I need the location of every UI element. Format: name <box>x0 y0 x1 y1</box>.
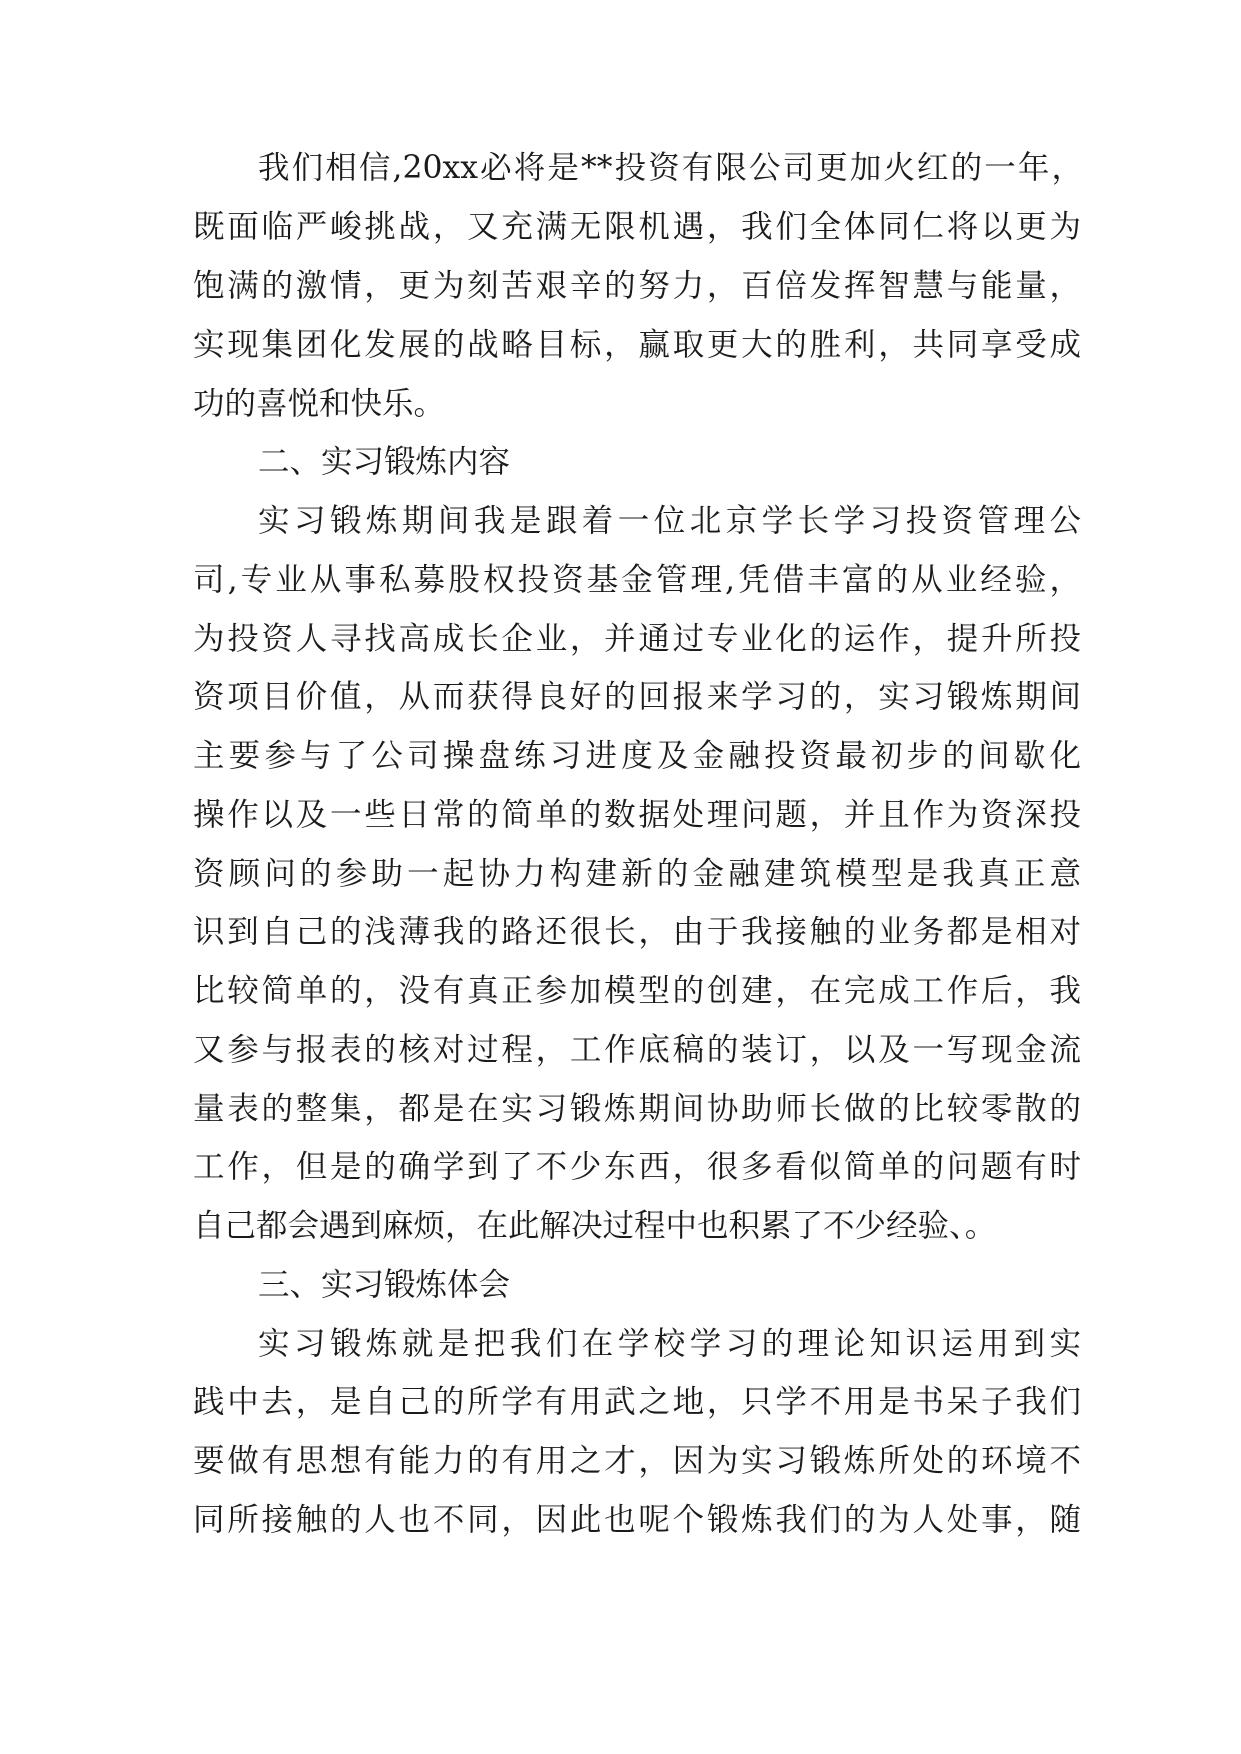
text-line: 实习锻炼就是把我们在学校学习的理论知识运用到实 <box>258 1326 1081 1362</box>
text-line: 司,专业从事私募股权投资基金管理,凭借丰富的从业经验， <box>193 562 1081 598</box>
text-line: 要做有思想有能力的有用之才，因为实习锻炼所处的环境不 <box>193 1443 1081 1479</box>
text-line: 比较简单的，没有真正参加模型的创建，在完成工作后，我 <box>193 973 1081 1009</box>
text-line: 践中去，是自己的所学有用武之地，只学不用是书呆子我们 <box>193 1384 1081 1420</box>
text-line: 工作，但是的确学到了不少东西，很多看似简单的问题有时 <box>193 1149 1081 1185</box>
text-line: 又参与报表的核对过程，工作底稿的装订，以及一写现金流 <box>193 1032 1081 1068</box>
text-line: 操作以及一些日常的简单的数据处理问题，并且作为资深投 <box>193 797 1081 833</box>
text-line: 实现集团化发展的战略目标，赢取更大的胜利，共同享受成 <box>193 327 1081 363</box>
text-line: 自己都会遇到麻烦，在此解决过程中也积累了不少经验、。 <box>193 1208 997 1244</box>
text-line: 主要参与了公司操盘练习进度及金融投资最初步的间歇化 <box>193 738 1081 774</box>
text-line: 饱满的激情，更为刻苦艰辛的努力，百倍发挥智慧与能量， <box>193 268 1081 304</box>
text-line: 为投资人寻找高成长企业，并通过专业化的运作，提升所投 <box>193 621 1081 657</box>
text-line: 功的喜悦和快乐。 <box>193 386 446 422</box>
text-line: 资顾问的参助一起协力构建新的金融建筑模型是我真正意 <box>193 856 1081 892</box>
text-line: 我们相信,20xx必将是**投资有限公司更加火红的一年， <box>258 150 1083 186</box>
text-line: 实习锻炼期间我是跟着一位北京学长学习投资管理公 <box>258 503 1081 539</box>
text-line: 资项目价值，从而获得良好的回报来学习的，实习锻炼期间 <box>193 679 1081 715</box>
section-heading: 三、实习锻炼体会 <box>258 1267 511 1303</box>
text-line: 既面临严峻挑战，又充满无限机遇，我们全体同仁将以更为 <box>193 209 1081 245</box>
text-line: 量表的整集，都是在实习锻炼期间协助师长做的比较零散的 <box>193 1091 1081 1127</box>
section-heading: 二、实习锻炼内容 <box>258 444 511 480</box>
text-line: 同所接触的人也不同，因此也呢个锻炼我们的为人处事，随 <box>193 1502 1081 1538</box>
text-line: 识到自己的浅薄我的路还很长，由于我接触的业务都是相对 <box>193 914 1081 950</box>
